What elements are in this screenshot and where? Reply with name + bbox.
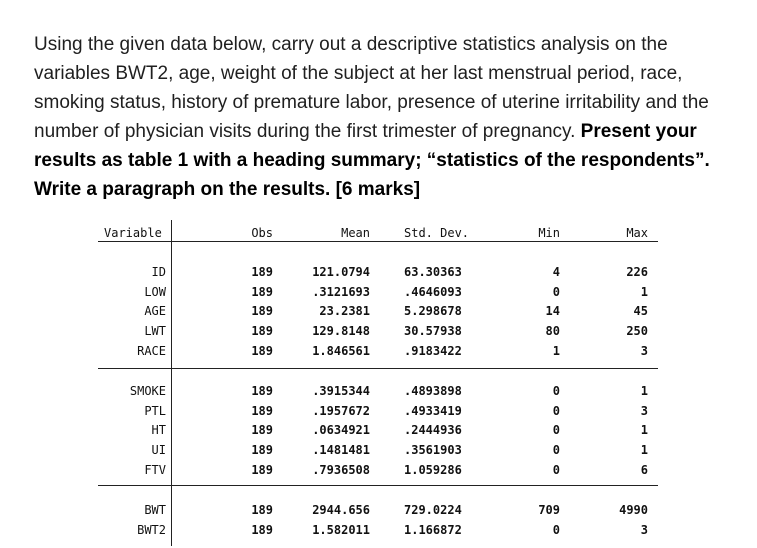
cell-mean: .0634921: [312, 423, 370, 437]
header-obs: Obs: [251, 226, 273, 240]
cell-mean: .3121693: [312, 285, 370, 299]
cell-variable: LOW: [144, 285, 166, 299]
cell-sd: .3561903: [404, 443, 462, 457]
cell-sd: 63.30363: [404, 265, 462, 279]
cell-obs: 189: [251, 463, 273, 477]
cell-max: 3: [640, 523, 648, 537]
cell-variable: FTV: [144, 463, 166, 477]
cell-sd: 30.57938: [404, 324, 462, 338]
cell-min: 0: [552, 285, 560, 299]
cell-min: 0: [552, 404, 560, 418]
cell-mean: 129.8148: [312, 324, 370, 338]
cell-mean: .1481481: [312, 443, 370, 457]
cell-variable: AGE: [144, 304, 166, 318]
cell-min: 0: [552, 443, 560, 457]
cell-obs: 189: [251, 344, 273, 358]
cell-min: 0: [552, 384, 560, 398]
cell-sd: .4646093: [404, 285, 462, 299]
cell-min: 0: [552, 463, 560, 477]
cell-mean: .1957672: [312, 404, 370, 418]
cell-obs: 189: [251, 265, 273, 279]
header-variable: Variable: [104, 226, 162, 240]
group-rule-1: [98, 368, 658, 369]
header-std-dev: Std. Dev.: [404, 226, 470, 240]
cell-max: 1: [640, 384, 648, 398]
cell-sd: 5.298678: [404, 304, 462, 318]
cell-mean: 1.846561: [312, 344, 370, 358]
cell-max: 1: [640, 443, 648, 457]
cell-mean: 2944.656: [312, 503, 370, 517]
cell-variable: PTL: [144, 404, 166, 418]
cell-mean: 23.2381: [319, 304, 370, 318]
cell-variable: RACE: [137, 344, 166, 358]
cell-max: 6: [640, 463, 648, 477]
cell-variable: LWT: [144, 324, 166, 338]
column-divider: [171, 220, 172, 546]
cell-max: 1: [640, 423, 648, 437]
cell-min: 709: [538, 503, 560, 517]
cell-sd: .2444936: [404, 423, 462, 437]
cell-sd: .4893898: [404, 384, 462, 398]
cell-min: 4: [552, 265, 560, 279]
cell-min: 0: [552, 523, 560, 537]
cell-mean: 1.582011: [312, 523, 370, 537]
cell-sd: 1.166872: [404, 523, 462, 537]
cell-max: 3: [640, 404, 648, 418]
header-rule: [98, 241, 658, 242]
cell-variable: ID: [151, 265, 166, 279]
cell-obs: 189: [251, 443, 273, 457]
question-intro: Using the given data below, carry out a descriptive statistics analysis on the variables BWT2, age, weight of the subject at her last menstrual period, race, smoking status, history of premature labor, presence of uterine irritability and the number of physician visits during the first trimester of pregnancy.: [34, 34, 709, 142]
cell-min: 0: [552, 423, 560, 437]
cell-obs: 189: [251, 423, 273, 437]
cell-obs: 189: [251, 523, 273, 537]
header-max: Max: [626, 226, 648, 240]
cell-sd: 729.0224: [404, 503, 462, 517]
cell-variable: SMOKE: [129, 384, 166, 398]
question-instruction: Present your results as table 1 with a heading summary; “statistics of the respondents”. Write a paragraph on the results. [6 marks]: [34, 121, 710, 200]
cell-obs: 189: [251, 304, 273, 318]
summary-statistics-table: [98, 220, 658, 546]
cell-obs: 189: [251, 324, 273, 338]
cell-sd: 1.059286: [404, 463, 462, 477]
cell-variable: UI: [151, 443, 166, 457]
header-mean: Mean: [341, 226, 370, 240]
cell-obs: 189: [251, 384, 273, 398]
cell-obs: 189: [251, 404, 273, 418]
cell-obs: 189: [251, 503, 273, 517]
cell-sd: .9183422: [404, 344, 462, 358]
cell-variable: BWT: [144, 503, 166, 517]
cell-max: 4990: [619, 503, 648, 517]
cell-max: 250: [626, 324, 648, 338]
cell-variable: HT: [151, 423, 166, 437]
cell-min: 1: [552, 344, 560, 358]
cell-mean: .7936508: [312, 463, 370, 477]
cell-mean: .3915344: [312, 384, 370, 398]
header-min: Min: [538, 226, 560, 240]
cell-max: 3: [640, 344, 648, 358]
group-rule-2: [98, 485, 658, 486]
cell-max: 45: [633, 304, 648, 318]
cell-variable: BWT2: [137, 523, 166, 537]
cell-sd: .4933419: [404, 404, 462, 418]
cell-mean: 121.0794: [312, 265, 370, 279]
cell-min: 14: [545, 304, 560, 318]
cell-obs: 189: [251, 285, 273, 299]
question-text: [34, 30, 734, 204]
cell-min: 80: [545, 324, 560, 338]
cell-max: 1: [640, 285, 648, 299]
cell-max: 226: [626, 265, 648, 279]
